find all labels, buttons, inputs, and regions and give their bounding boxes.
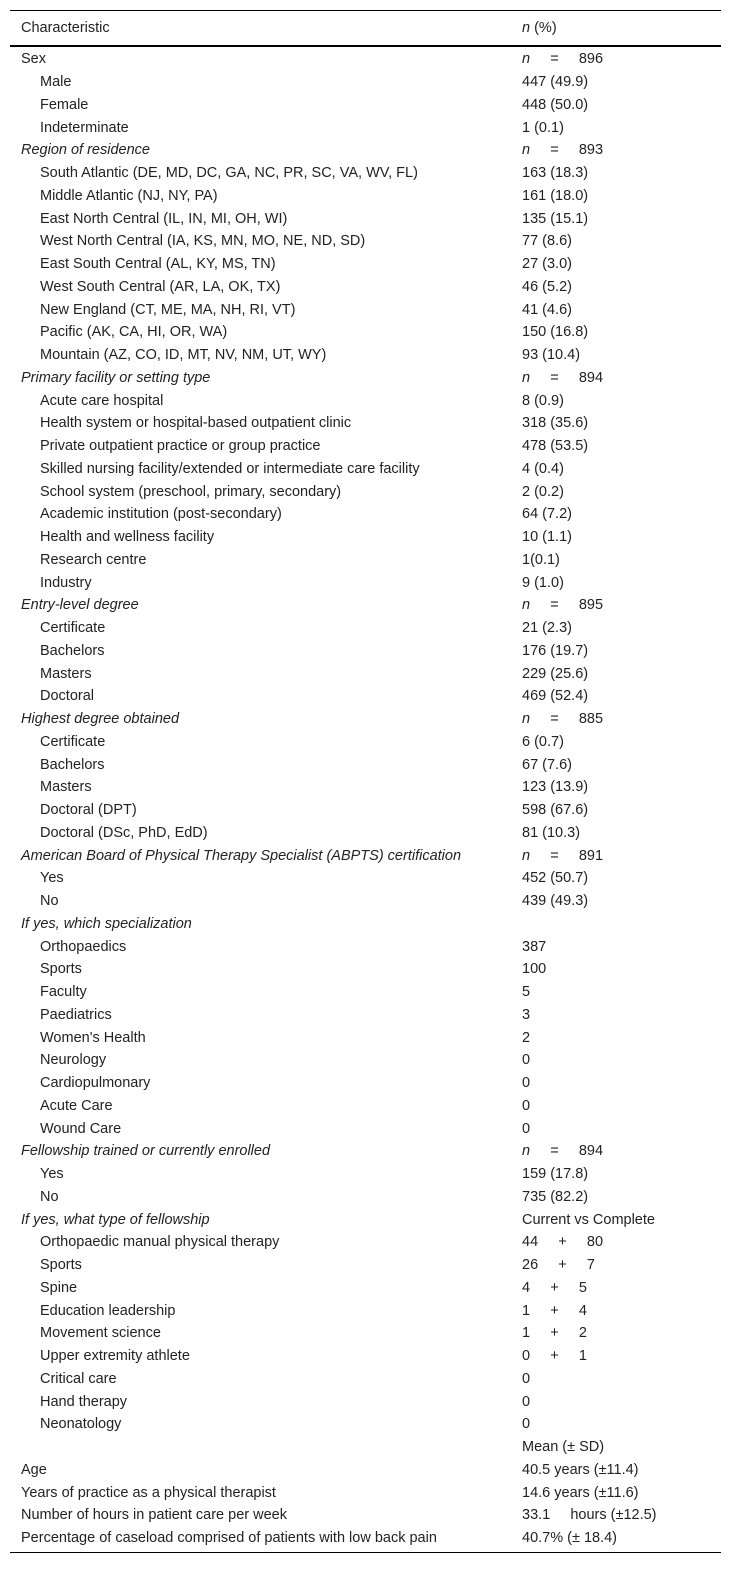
row-value: 9 (1.0): [522, 574, 564, 591]
row-label: Age: [21, 1461, 47, 1478]
table-row: [10, 776, 721, 799]
table-row: [10, 708, 721, 731]
row-value: 0: [522, 1097, 531, 1114]
row-value: [522, 142, 721, 158]
table-row: [10, 662, 721, 685]
table-row: [10, 139, 721, 162]
table-bottom-rule: [10, 1552, 721, 1553]
table-row: [10, 1254, 721, 1277]
row-label: Women's Health: [40, 1029, 146, 1046]
n-symbol: n: [522, 142, 531, 159]
table-row: [10, 981, 721, 1004]
n-symbol: n: [522, 1143, 531, 1160]
row-value: 81 (10.3): [522, 824, 581, 841]
table-row: [10, 412, 721, 435]
table-row: [10, 1208, 721, 1231]
row-label: If yes, which specialization: [21, 915, 192, 932]
row-label: East South Central (AL, KY, MS, TN): [40, 256, 276, 273]
n-value: = 891: [550, 847, 604, 864]
n-value: = 885: [550, 711, 604, 728]
row-value: [522, 370, 721, 386]
row-label: Fellowship trained or currently enrolled: [21, 1143, 271, 1160]
table-row: [10, 71, 721, 94]
row-label: Certificate: [40, 620, 106, 637]
row-value: 159 (17.8): [522, 1166, 589, 1183]
row-value: 10 (1.1): [522, 529, 572, 546]
row-label: Paediatrics: [40, 1006, 112, 1023]
table-body: [10, 47, 721, 1550]
row-value: 21 (2.3): [522, 620, 572, 637]
row-label: Academic institution (post-secondary): [40, 506, 282, 523]
row-label: Spine: [40, 1279, 78, 1296]
row-label: Health system or hospital-based outpatient clinic: [40, 415, 352, 432]
row-value: 93 (10.4): [522, 347, 581, 364]
table-row: [10, 207, 721, 230]
table-row: [10, 1049, 721, 1072]
table-row: [10, 298, 721, 321]
row-value: 1 + 4: [522, 1302, 587, 1319]
table-row: [10, 1345, 721, 1368]
row-label: Hand therapy: [40, 1393, 128, 1410]
n-value: = 894: [550, 369, 604, 386]
characteristics-table: [10, 10, 721, 1553]
n-value: = 895: [550, 597, 604, 614]
n-symbol: n: [522, 847, 531, 864]
row-label: Middle Atlantic (NJ, NY, PA): [40, 187, 218, 204]
table-row: [10, 185, 721, 208]
row-label: Movement science: [40, 1325, 161, 1342]
row-label: Health and wellness facility: [40, 529, 215, 546]
row-value: 41 (4.6): [522, 301, 572, 318]
row-value: [522, 51, 721, 67]
row-label: American Board of Physical Therapy Specialist (ABPTS) certification: [21, 847, 462, 864]
row-value: 0: [522, 1393, 531, 1410]
row-value: Mean (± SD): [522, 1439, 605, 1456]
row-label: Years of practice as a physical therapist: [21, 1484, 276, 1501]
table-row: [10, 1231, 721, 1254]
table-row: [10, 753, 721, 776]
table-row: [10, 867, 721, 890]
table-row: [10, 389, 721, 412]
table-row: [10, 480, 721, 503]
row-value: 4 + 5: [522, 1279, 587, 1296]
row-value: 44 + 80: [522, 1234, 604, 1251]
table-row: [10, 799, 721, 822]
row-value: 77 (8.6): [522, 233, 572, 250]
table-row: [10, 685, 721, 708]
row-value: 1 (0.1): [522, 119, 564, 136]
row-label: Education leadership: [40, 1302, 176, 1319]
row-value: 229 (25.6): [522, 665, 589, 682]
row-value: 40.7% (± 18.4): [522, 1530, 618, 1547]
row-label: East North Central (IL, IN, MI, OH, WI): [40, 210, 288, 227]
table-row: [10, 1390, 721, 1413]
table-row: [10, 116, 721, 139]
row-label: Female: [40, 96, 89, 113]
row-value: [522, 597, 721, 613]
table-row: [10, 367, 721, 390]
row-value: 100: [522, 961, 547, 978]
row-label: Acute Care: [40, 1097, 113, 1114]
table-row: [10, 94, 721, 117]
row-label: Industry: [40, 574, 92, 591]
n-symbol: n: [522, 711, 531, 728]
table-row: [10, 48, 721, 71]
table-row: [10, 913, 721, 936]
row-value: [522, 848, 721, 864]
table-row: [10, 890, 721, 913]
row-label: Bachelors: [40, 642, 105, 659]
row-label: Entry-level degree: [21, 597, 139, 614]
row-value: 478 (53.5): [522, 438, 589, 455]
row-label: Masters: [40, 665, 92, 682]
table-row: [10, 162, 721, 185]
row-label: Highest degree obtained: [21, 711, 180, 728]
row-value: 0 + 1: [522, 1348, 587, 1365]
row-value: 67 (7.6): [522, 756, 572, 773]
row-label: Doctoral: [40, 688, 94, 705]
table-header: [10, 10, 721, 47]
row-label: Orthopaedics: [40, 938, 127, 955]
percent-label: (%): [530, 20, 557, 36]
row-label: Pacific (AK, CA, HI, OR, WA): [40, 324, 228, 341]
row-value: 26 + 7: [522, 1257, 595, 1274]
table-row: [10, 571, 721, 594]
row-value: 14.6 years (±11.6): [522, 1484, 639, 1501]
row-label: West North Central (IA, KS, MN, MO, NE, ND, SD): [40, 233, 366, 250]
table-row: [10, 1140, 721, 1163]
row-label: Percentage of caseload comprised of patients with low back pain: [21, 1530, 437, 1547]
row-label: Acute care hospital: [40, 392, 164, 409]
row-label: New England (CT, ME, MA, NH, RI, VT): [40, 301, 296, 318]
row-value: 469 (52.4): [522, 688, 589, 705]
row-value: 2: [522, 1029, 531, 1046]
row-value: 6 (0.7): [522, 733, 564, 750]
table-row: [10, 503, 721, 526]
row-value: 5: [522, 984, 531, 1001]
row-label: If yes, what type of fellowship: [21, 1211, 210, 1228]
table-row: [10, 1163, 721, 1186]
row-label: No: [40, 893, 59, 910]
table-row: [10, 617, 721, 640]
table-row: [10, 435, 721, 458]
table-row: [10, 935, 721, 958]
row-value: 0: [522, 1120, 531, 1137]
table-row: [10, 253, 721, 276]
row-label: Sports: [40, 961, 82, 978]
row-label: Doctoral (DPT): [40, 802, 137, 819]
row-value: 3: [522, 1006, 531, 1023]
row-label: Masters: [40, 779, 92, 796]
table-row: [10, 1504, 721, 1527]
row-label: Orthopaedic manual physical therapy: [40, 1234, 280, 1251]
table-row: [10, 1277, 721, 1300]
row-value: 163 (18.3): [522, 165, 589, 182]
row-value: 8 (0.9): [522, 392, 564, 409]
table-row: [10, 458, 721, 481]
row-value: 0: [522, 1416, 531, 1433]
row-value: 0: [522, 1370, 531, 1387]
table-row: [10, 1026, 721, 1049]
row-value: 161 (18.0): [522, 187, 589, 204]
row-label: Region of residence: [21, 142, 150, 159]
row-label: Neonatology: [40, 1416, 122, 1433]
row-label: Bachelors: [40, 756, 105, 773]
table-row: [10, 1481, 721, 1504]
row-label: Doctoral (DSc, PhD, EdD): [40, 824, 208, 841]
table-row: [10, 731, 721, 754]
row-value: 1(0.1): [522, 551, 560, 568]
row-value: 176 (19.7): [522, 642, 589, 659]
row-value: Current vs Complete: [522, 1211, 655, 1228]
row-value: 33.1 hours (±12.5): [522, 1507, 657, 1524]
table-row: [10, 1004, 721, 1027]
table-row: [10, 526, 721, 549]
row-value: 0: [522, 1052, 531, 1069]
row-label: No: [40, 1188, 59, 1205]
characteristic-column-header: Characteristic: [21, 20, 110, 36]
row-label: Private outpatient practice or group practice: [40, 438, 321, 455]
row-label: Upper extremity athlete: [40, 1348, 190, 1365]
row-value: 735 (82.2): [522, 1188, 589, 1205]
row-label: Skilled nursing facility/extended or intermediate care facility: [40, 460, 420, 477]
n-percent-column-header: [522, 20, 721, 36]
row-label: Cardiopulmonary: [40, 1075, 151, 1092]
row-label: Faculty: [40, 984, 87, 1001]
row-label: Critical care: [40, 1370, 117, 1387]
row-value: 123 (13.9): [522, 779, 589, 796]
row-value: 452 (50.7): [522, 870, 589, 887]
row-value: 46 (5.2): [522, 278, 572, 295]
n-value: = 896: [550, 51, 604, 68]
table-row: [10, 958, 721, 981]
n-symbol: n: [522, 597, 531, 614]
n-symbol: n: [522, 369, 531, 386]
row-value: 598 (67.6): [522, 802, 589, 819]
table-row: [10, 1322, 721, 1345]
row-value: 4 (0.4): [522, 460, 564, 477]
table-row: [10, 1527, 721, 1550]
row-label: Wound Care: [40, 1120, 122, 1137]
row-label: Mountain (AZ, CO, ID, MT, NV, NM, UT, WY): [40, 347, 327, 364]
row-value: 387: [522, 938, 547, 955]
row-value: 2 (0.2): [522, 483, 564, 500]
table-row: [10, 1459, 721, 1482]
row-label: Yes: [40, 1166, 64, 1183]
n-value: = 894: [550, 1143, 604, 1160]
row-label: West South Central (AR, LA, OK, TX): [40, 278, 281, 295]
n-symbol: n: [522, 51, 531, 68]
row-value: [522, 1143, 721, 1159]
row-value: 0: [522, 1075, 531, 1092]
row-value: 40.5 years (±11.4): [522, 1461, 639, 1478]
row-value: 439 (49.3): [522, 893, 589, 910]
table-row: [10, 594, 721, 617]
table-row: [10, 1436, 721, 1459]
row-value: [522, 711, 721, 727]
row-value: 318 (35.6): [522, 415, 589, 432]
table-row: [10, 1368, 721, 1391]
table-row: [10, 1299, 721, 1322]
row-value: 447 (49.9): [522, 74, 589, 91]
table-row: [10, 344, 721, 367]
n-value: = 893: [550, 142, 604, 159]
table-row: [10, 822, 721, 845]
table-row: [10, 1186, 721, 1209]
row-label: Research centre: [40, 551, 147, 568]
table-row: [10, 230, 721, 253]
row-label: Primary facility or setting type: [21, 369, 211, 386]
row-label: Yes: [40, 870, 64, 887]
table-row: [10, 640, 721, 663]
table-row: [10, 276, 721, 299]
table-row: [10, 1413, 721, 1436]
table-row: [10, 1117, 721, 1140]
row-value: 27 (3.0): [522, 256, 572, 273]
row-label: Sex: [21, 51, 46, 68]
table-row: [10, 321, 721, 344]
row-value: 150 (16.8): [522, 324, 589, 341]
row-label: Sports: [40, 1257, 82, 1274]
row-label: Indeterminate: [40, 119, 129, 136]
row-value: 1 + 2: [522, 1325, 587, 1342]
table-row: [10, 1072, 721, 1095]
row-label: Certificate: [40, 733, 106, 750]
table-row: [10, 1095, 721, 1118]
row-label: Male: [40, 74, 72, 91]
row-label: Number of hours in patient care per week: [21, 1507, 287, 1524]
row-value: 448 (50.0): [522, 96, 589, 113]
row-value: 64 (7.2): [522, 506, 572, 523]
table-row: [10, 549, 721, 572]
table-row: [10, 844, 721, 867]
n-label: n: [522, 20, 531, 36]
row-label: Neurology: [40, 1052, 107, 1069]
row-value: 135 (15.1): [522, 210, 589, 227]
row-label: South Atlantic (DE, MD, DC, GA, NC, PR, SC, VA, WV, FL): [40, 165, 418, 182]
row-label: School system (preschool, primary, secondary): [40, 483, 342, 500]
